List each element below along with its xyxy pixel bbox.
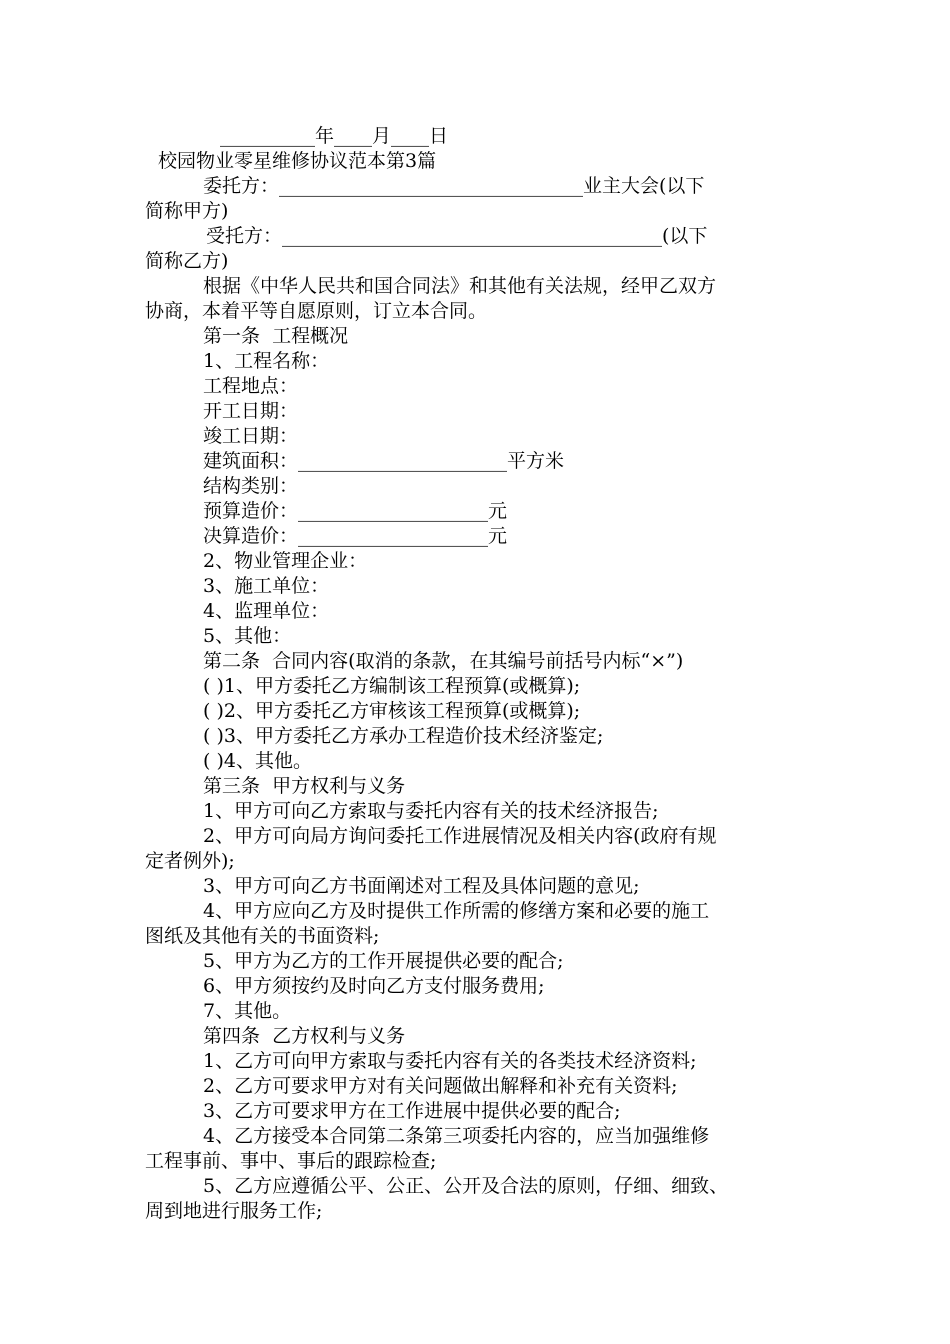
article-1-item: 4、监理单位：: [203, 600, 330, 622]
article-1-item: 工程地点：: [203, 375, 299, 397]
article-1-item: 5、其他：: [203, 625, 292, 647]
article-1-item: 预算造价：____________________元: [203, 500, 508, 522]
article-3-item-cont: 图纸及其他有关的书面资料;: [145, 925, 380, 947]
article-3-item: 7、其他。: [203, 1000, 292, 1022]
article-4-item-cont: 工程事前、事中、事后的跟踪检查;: [145, 1150, 437, 1172]
article-3-item: 2、甲方可向局方询问委托工作进展情况及相关内容(政府有规: [203, 825, 717, 847]
party-b-line: 受托方：________________________________________(以下: [206, 225, 708, 247]
article-3-title: 第三条 甲方权利与义务: [203, 775, 406, 797]
article-1-item: 3、施工单位：: [203, 575, 330, 597]
article-4-item: 2、乙方可要求甲方对有关问题做出解释和补充有关资料;: [203, 1075, 678, 1097]
article-4-item: 4、乙方接受本合同第二条第三项委托内容的，应当加强维修: [203, 1125, 710, 1147]
article-2-item: ( )3、甲方委托乙方承办工程造价技术经济鉴定;: [203, 725, 604, 747]
article-2-item: ( )4、其他。: [203, 750, 312, 772]
article-1-title: 第一条 工程概况: [203, 325, 349, 347]
article-3-item: 6、甲方须按约及时向乙方支付服务费用;: [203, 975, 545, 997]
article-1-item: 竣工日期：: [203, 425, 299, 447]
article-1-item: 1、工程名称：: [203, 350, 330, 372]
article-3-item-cont: 定者例外);: [145, 850, 235, 872]
article-2-item: ( )2、甲方委托乙方审核该工程预算(或概算);: [203, 700, 581, 722]
date-line: __________年____月____日: [220, 125, 449, 147]
article-4-title: 第四条 乙方权利与义务: [203, 1025, 406, 1047]
article-2-title: 第二条 合同内容(取消的条款，在其编号前括号内标“×”): [203, 650, 684, 672]
preamble-line-1: 根据《中华人民共和国合同法》和其他有关法规，经甲乙双方: [203, 275, 717, 297]
article-1-item: 结构类别：: [203, 475, 299, 497]
article-1-item: 建筑面积：______________________平方米: [203, 450, 565, 472]
document-title: 校园物业零星维修协议范本第3篇: [158, 150, 437, 172]
article-1-item: 开工日期：: [203, 400, 299, 422]
article-2-item: ( )1、甲方委托乙方编制该工程预算(或概算);: [203, 675, 581, 697]
article-1-item: 决算造价：____________________元: [203, 525, 508, 547]
party-b-cont: 简称乙方): [145, 250, 229, 272]
article-4-item: 5、乙方应遵循公平、公正、公开及合法的原则，仔细、细致、: [203, 1175, 729, 1197]
article-4-item-cont: 周到地进行服务工作;: [145, 1200, 323, 1222]
article-4-item: 3、乙方可要求甲方在工作进展中提供必要的配合;: [203, 1100, 621, 1122]
article-3-item: 4、甲方应向乙方及时提供工作所需的修缮方案和必要的施工: [203, 900, 710, 922]
preamble-line-2: 协商，本着平等自愿原则，订立本合同。: [145, 300, 488, 322]
party-a-cont: 简称甲方): [145, 200, 229, 222]
article-3-item: 3、甲方可向乙方书面阐述对工程及具体问题的意见;: [203, 875, 640, 897]
article-4-item: 1、乙方可向甲方索取与委托内容有关的各类技术经济资料;: [203, 1050, 697, 1072]
article-1-item: 2、物业管理企业：: [203, 550, 368, 572]
article-3-item: 5、甲方为乙方的工作开展提供必要的配合;: [203, 950, 564, 972]
party-a-line: 委托方：________________________________业主大会(以下: [203, 175, 705, 197]
article-3-item: 1、甲方可向乙方索取与委托内容有关的技术经济报告;: [203, 800, 659, 822]
